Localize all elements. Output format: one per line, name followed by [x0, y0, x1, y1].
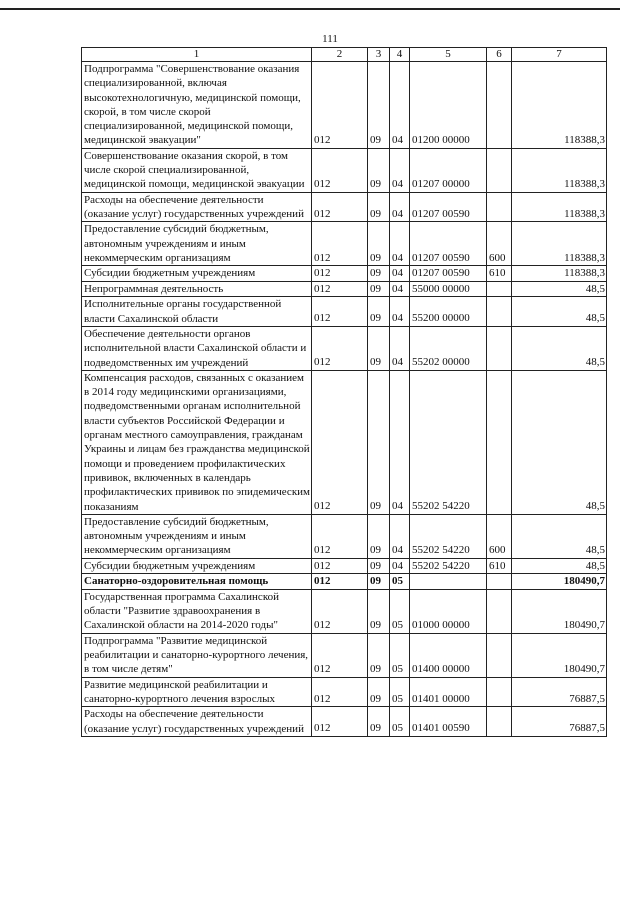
row-csr: 01401 00000: [410, 677, 487, 707]
row-sum: 118388,3: [512, 62, 607, 149]
col-header-4: 4: [390, 48, 410, 62]
row-sum: 48,5: [512, 558, 607, 574]
row-ved: 012: [312, 589, 368, 633]
row-csr: 01207 00590: [410, 222, 487, 266]
row-rz: 09: [368, 558, 390, 574]
row-name: Подпрограмма "Развитие медицинской реабилитации и санаторно-курортного лечения, в том числе детям": [82, 633, 312, 677]
row-pr: 05: [390, 574, 410, 590]
row-rz: 09: [368, 707, 390, 737]
row-sum: 118388,3: [512, 222, 607, 266]
row-name: Совершенствование оказания скорой, в том числе скорой специализированной, медицинской помощи, медицинской эвакуации: [82, 148, 312, 192]
row-rz: 09: [368, 633, 390, 677]
row-sum: 48,5: [512, 281, 607, 297]
row-name: Санаторно-оздоровительная помощь: [82, 574, 312, 590]
row-sum: 48,5: [512, 370, 607, 514]
table-row: [82, 326, 607, 370]
row-rz: 09: [368, 574, 390, 590]
row-pr: 04: [390, 514, 410, 558]
row-vr: 610: [487, 266, 512, 282]
table-row: [82, 222, 607, 266]
row-vr: [487, 370, 512, 514]
row-vr: [487, 326, 512, 370]
row-rz: 09: [368, 266, 390, 282]
row-pr: 05: [390, 707, 410, 737]
top-rule: [0, 8, 620, 10]
row-pr: 04: [390, 62, 410, 149]
row-ved: 012: [312, 514, 368, 558]
row-sum: 118388,3: [512, 148, 607, 192]
row-name: Предоставление субсидий бюджетным, автономным учреждениям и иным некоммерческим организациям: [82, 222, 312, 266]
row-rz: 09: [368, 677, 390, 707]
row-ved: 012: [312, 370, 368, 514]
row-name: Исполнительные органы государственной власти Сахалинской области: [82, 297, 312, 327]
row-pr: 05: [390, 589, 410, 633]
row-ved: 012: [312, 574, 368, 590]
row-csr: 55202 54220: [410, 370, 487, 514]
row-pr: 04: [390, 558, 410, 574]
row-name: Субсидии бюджетным учреждениям: [82, 558, 312, 574]
table-body: [82, 62, 607, 737]
row-rz: 09: [368, 297, 390, 327]
row-rz: 09: [368, 192, 390, 222]
row-pr: 05: [390, 633, 410, 677]
row-vr: 600: [487, 222, 512, 266]
col-header-3: 3: [368, 48, 390, 62]
row-pr: 04: [390, 192, 410, 222]
row-csr: 55202 00000: [410, 326, 487, 370]
table-row: [82, 281, 607, 297]
row-vr: [487, 589, 512, 633]
col-header-1: 1: [82, 48, 312, 62]
table-row: [82, 677, 607, 707]
row-pr: 04: [390, 266, 410, 282]
row-sum: 76887,5: [512, 707, 607, 737]
row-ved: 012: [312, 192, 368, 222]
row-vr: [487, 148, 512, 192]
col-header-5: 5: [410, 48, 487, 62]
table-row: [82, 62, 607, 149]
row-name: Государственная программа Сахалинской области "Развитие здравоохранения в Сахалинской области на 2014-2020 годы": [82, 589, 312, 633]
row-rz: 09: [368, 589, 390, 633]
row-name: Подпрограмма "Совершенствование оказания специализированной, включая высокотехнологичную, медицинской помощи, скорой, в том числе скорой специализированной, медицинской помощи, медицинской эвакуации": [82, 62, 312, 149]
table-row: [82, 370, 607, 514]
table-row: [82, 558, 607, 574]
row-csr: 01200 00000: [410, 62, 487, 149]
budget-table: [81, 47, 607, 737]
row-rz: 09: [368, 281, 390, 297]
col-header-2: 2: [312, 48, 368, 62]
row-name: Предоставление субсидий бюджетным, автономным учреждениям и иным некоммерческим организациям: [82, 514, 312, 558]
row-vr: 610: [487, 558, 512, 574]
col-header-7: 7: [512, 48, 607, 62]
row-ved: 012: [312, 266, 368, 282]
row-vr: [487, 677, 512, 707]
row-ved: 012: [312, 677, 368, 707]
row-ved: 012: [312, 707, 368, 737]
row-pr: 04: [390, 281, 410, 297]
row-pr: 04: [390, 148, 410, 192]
row-sum: 48,5: [512, 297, 607, 327]
row-pr: 04: [390, 297, 410, 327]
col-header-6: 6: [487, 48, 512, 62]
row-ved: 012: [312, 281, 368, 297]
row-name: Непрограммная деятельность: [82, 281, 312, 297]
row-name: Обеспечение деятельности органов исполнительной власти Сахалинской области и подведомственных им учреждений: [82, 326, 312, 370]
row-csr: 01207 00000: [410, 148, 487, 192]
row-rz: 09: [368, 222, 390, 266]
row-vr: [487, 281, 512, 297]
row-rz: 09: [368, 514, 390, 558]
row-name: Субсидии бюджетным учреждениям: [82, 266, 312, 282]
row-name: Расходы на обеспечение деятельности (оказание услуг) государственных учреждений: [82, 192, 312, 222]
row-name: Компенсация расходов, связанных с оказанием в 2014 году медицинскими организациями, подведомственными органам исполнительной власти субъектов Российской Федерации и органам местного самоуправления, гражданам Украины и лицам без гражданства медицинской помощи и проведением профилактических прививок, включенных в календарь профилактических прививок по эпидемическим показаниям: [82, 370, 312, 514]
row-ved: 012: [312, 326, 368, 370]
table-row: [82, 192, 607, 222]
row-csr: 01401 00590: [410, 707, 487, 737]
row-rz: 09: [368, 370, 390, 514]
row-vr: [487, 297, 512, 327]
row-vr: [487, 574, 512, 590]
row-sum: 180490,7: [512, 574, 607, 590]
row-vr: [487, 633, 512, 677]
row-sum: 118388,3: [512, 192, 607, 222]
table-row: [82, 633, 607, 677]
row-csr: 01400 00000: [410, 633, 487, 677]
row-ved: 012: [312, 297, 368, 327]
row-rz: 09: [368, 62, 390, 149]
row-csr: 01207 00590: [410, 192, 487, 222]
table-row: [82, 297, 607, 327]
row-pr: 04: [390, 326, 410, 370]
table-row-section-total: [82, 574, 607, 590]
row-sum: 180490,7: [512, 589, 607, 633]
row-csr: 55200 00000: [410, 297, 487, 327]
row-ved: 012: [312, 148, 368, 192]
row-sum: 48,5: [512, 326, 607, 370]
row-ved: 012: [312, 633, 368, 677]
row-rz: 09: [368, 148, 390, 192]
row-rz: 09: [368, 326, 390, 370]
row-pr: 05: [390, 677, 410, 707]
table-row: [82, 589, 607, 633]
table-row: [82, 514, 607, 558]
table-row: [82, 148, 607, 192]
row-sum: 180490,7: [512, 633, 607, 677]
row-csr: 01000 00000: [410, 589, 487, 633]
row-vr: [487, 62, 512, 149]
row-name: Расходы на обеспечение деятельности (оказание услуг) государственных учреждений: [82, 707, 312, 737]
row-ved: 012: [312, 222, 368, 266]
row-vr: 600: [487, 514, 512, 558]
row-vr: [487, 192, 512, 222]
row-csr: [410, 574, 487, 590]
row-name: Развитие медицинской реабилитации и санаторно-курортного лечения взрослых: [82, 677, 312, 707]
row-sum: 118388,3: [512, 266, 607, 282]
table-row: [82, 266, 607, 282]
row-ved: 012: [312, 558, 368, 574]
row-sum: 48,5: [512, 514, 607, 558]
header-row: [82, 48, 607, 62]
page-number: 111: [322, 33, 338, 45]
row-pr: 04: [390, 370, 410, 514]
row-csr: 55202 54220: [410, 558, 487, 574]
row-vr: [487, 707, 512, 737]
row-pr: 04: [390, 222, 410, 266]
row-csr: 55000 00000: [410, 281, 487, 297]
row-sum: 76887,5: [512, 677, 607, 707]
row-csr: 55202 54220: [410, 514, 487, 558]
table-row: [82, 707, 607, 737]
row-ved: 012: [312, 62, 368, 149]
row-csr: 01207 00590: [410, 266, 487, 282]
